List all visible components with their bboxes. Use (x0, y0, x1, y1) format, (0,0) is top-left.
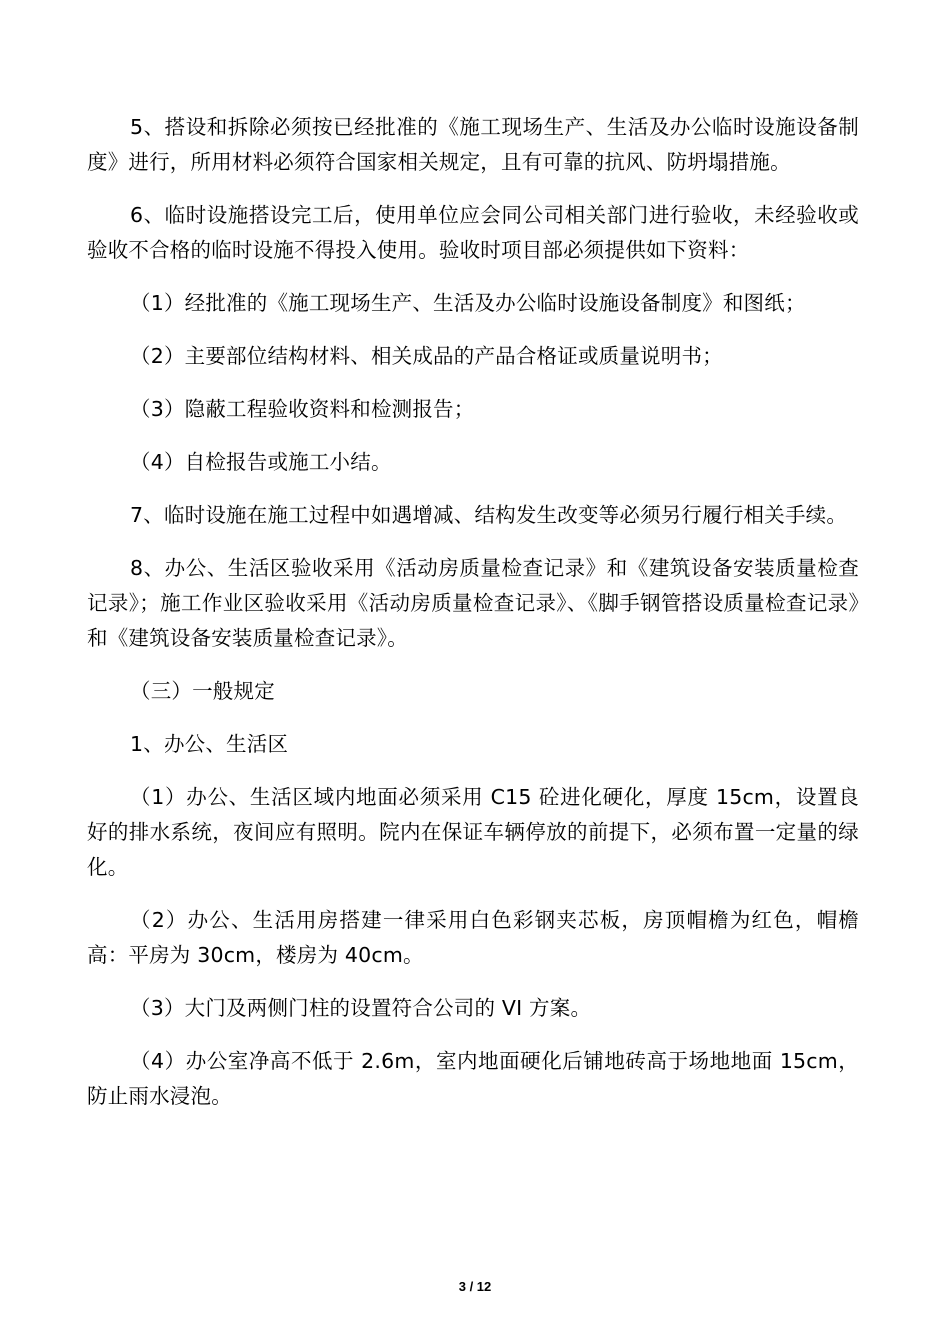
paragraph-sub-3: （3）隐蔽工程验收资料和检测报告； (130, 397, 475, 421)
document-body (87, 110, 859, 1132)
paragraph-sub-4: （4）自检报告或施工小结。 (130, 450, 392, 474)
paragraph-rule-4: （4）办公室净高不低于 2.6m，室内地面硬化后铺地砖高于场地地面 15cm，防止雨水浸泡。 (87, 1049, 859, 1108)
paragraph-rule-2: （2）办公、生活用房搭建一律采用白色彩钢夹芯板，房顶帽檐为红色，帽檐高：平房为 30cm，楼房为 40cm。 (87, 908, 859, 967)
subsection-heading-office-living: 1、办公、生活区 (130, 732, 289, 756)
paragraph-item-5: 5、搭设和拆除必须按已经批准的《施工现场生产、生活及办公临时设施设备制度》进行，所用材料必须符合国家相关规定，且有可靠的抗风、防坍塌措施。 (87, 115, 859, 174)
page-number: 3 / 12 (458, 1279, 492, 1294)
paragraph-item-6: 6、临时设施搭设完工后，使用单位应会同公司相关部门进行验收，未经验收或验收不合格的临时设施不得投入使用。验收时项目部必须提供如下资料： (87, 203, 859, 262)
paragraph-rule-3: （3）大门及两侧门柱的设置符合公司的 VI 方案。 (130, 996, 592, 1020)
paragraph-rule-1: （1）办公、生活区域内地面必须采用 C15 砼进化硬化，厚度 15cm，设置良好的排水系统，夜间应有照明。院内在保证车辆停放的前提下，必须布置一定量的绿化。 (87, 785, 859, 879)
paragraph-item-7: 7、临时设施在施工过程中如遇增减、结构发生改变等必须另行履行相关手续。 (130, 503, 848, 527)
paragraph-sub-2: （2）主要部位结构材料、相关成品的产品合格证或质量说明书； (130, 344, 723, 368)
paragraph-sub-1: （1）经批准的《施工现场生产、生活及办公临时设施设备制度》和图纸； (130, 291, 806, 315)
section-heading-general-rules: （三）一般规定 (130, 679, 275, 703)
paragraph-item-8: 8、办公、生活区验收采用《活动房质量检查记录》和《建筑设备安装质量检查记录》；施工作业区验收采用《活动房质量检查记录》、《脚手钢管搭设质量检查记录》和《建筑设备安装质量检查记录》。 (87, 556, 859, 650)
